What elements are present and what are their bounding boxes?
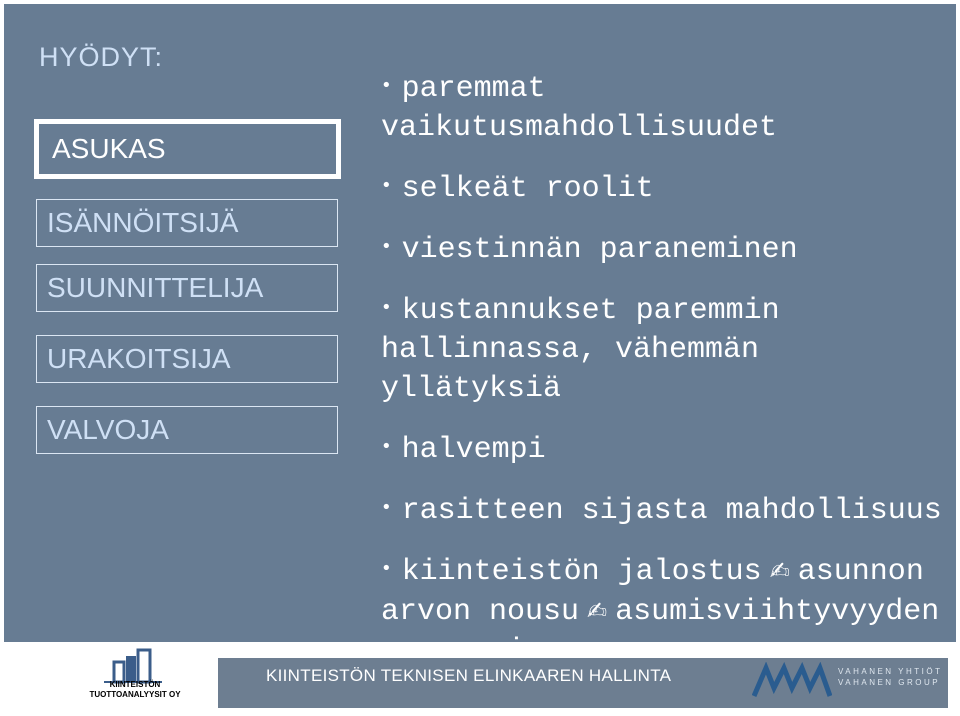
vahanen-logo-icon: [752, 662, 832, 702]
logo-left-line: KIINTEISTÖN: [109, 680, 161, 689]
role-tab-asukas[interactable]: ASUKAS: [34, 119, 341, 179]
list-item: [381, 227, 951, 270]
bullet-dot-icon: •: [381, 497, 392, 518]
role-tab-suunnittelija[interactable]: SUUNNITTELIJA: [36, 264, 338, 312]
kiinteiston-logo-icon: [74, 648, 194, 710]
list-item: [381, 427, 951, 470]
role-tab-valvoja[interactable]: VALVOJA: [36, 406, 338, 454]
bullet-dot-icon: •: [381, 175, 392, 196]
benefits-list: [381, 66, 951, 689]
list-item-text: kustannukset paremmin: [401, 294, 780, 328]
footer-title: KIINTEISTÖN TEKNISEN ELINKAAREN HALLINTA: [266, 666, 672, 685]
logo-left-text: [80, 680, 190, 700]
list-item-text: hallinnassa, vähemmän yllätyksiä: [381, 333, 760, 406]
writing-hand-icon: ✍: [587, 597, 608, 625]
list-item-text: kiinteistön jalostus: [401, 555, 762, 589]
bullet-dot-icon: •: [381, 558, 392, 579]
bullet-dot-icon: •: [381, 75, 392, 96]
list-item: [381, 288, 951, 409]
role-tab-urakoitsija[interactable]: URAKOITSIJA: [36, 335, 338, 383]
logo-right-line: VAHANEN GROUP: [838, 678, 941, 687]
list-item: [381, 66, 951, 148]
list-item-text: asumisviihtyvyyden: [615, 595, 940, 629]
writing-hand-icon: ✍: [769, 557, 790, 585]
list-item-text: vaikutusmahdollisuudet: [381, 111, 778, 145]
list-item-text: selkeät roolit: [401, 172, 654, 206]
bullet-dot-icon: •: [381, 436, 392, 457]
role-tab-isannoitsija[interactable]: ISÄNNÖITSIJÄ: [36, 199, 338, 247]
logo-right-line: VAHANEN YHTIÖT: [838, 667, 943, 676]
page-title: HYÖDYT:: [39, 42, 164, 72]
list-item-text: viestinnän paraneminen: [401, 233, 798, 267]
list-item: [381, 488, 951, 531]
list-item-text: halvempi: [401, 433, 546, 467]
bullet-dot-icon: •: [381, 297, 392, 318]
list-item-text: asunnon: [797, 555, 924, 589]
list-item: [381, 166, 951, 209]
list-item-text: rasitteen sijasta mahdollisuus: [401, 494, 942, 528]
list-item-text: arvon nousu: [381, 595, 580, 629]
list-item-text: paremmat: [401, 72, 546, 106]
bullet-dot-icon: •: [381, 236, 392, 257]
logo-left-line: TUOTTOANALYYSIT OY: [89, 690, 181, 699]
footer: [4, 642, 956, 714]
logo-right-text: [838, 666, 943, 688]
